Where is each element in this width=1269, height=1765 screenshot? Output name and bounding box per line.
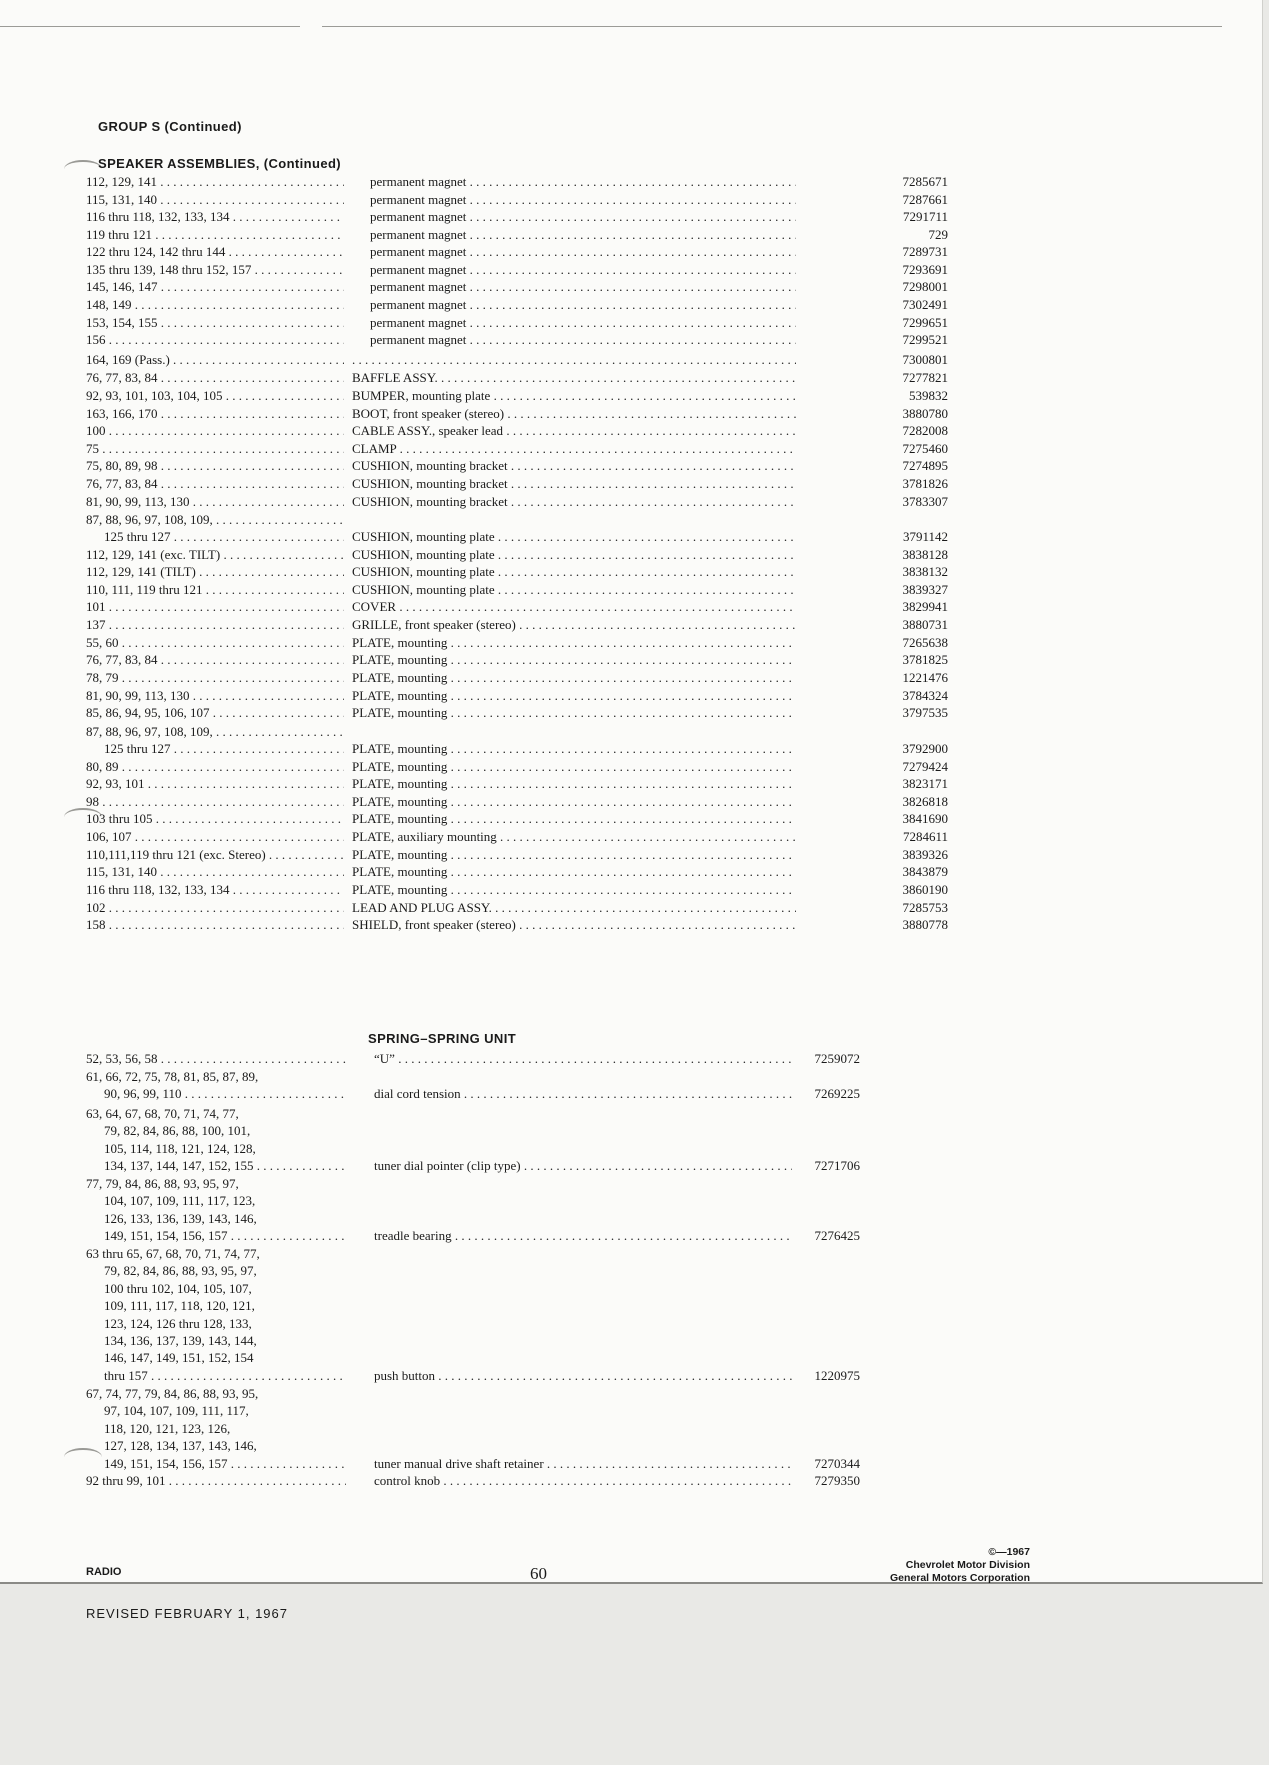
part-description: COVER . . . [352,597,796,616]
part-number: 3860190 [902,882,948,897]
part-number: 7298001 [902,279,948,294]
part-number: 3797535 [902,705,948,720]
part-description: treadle bearing . . . [374,1227,792,1244]
part-description: permanent magnet . . . [370,190,796,209]
part-key-line: thru 157 . . . [86,1367,346,1384]
part-description: PLATE, mounting . . . [352,633,796,652]
part-number: 7300801 [902,352,948,367]
part-description: permanent magnet . . . [370,295,796,314]
part-description: PLATE, mounting . . . [352,792,796,811]
part-number: 7271706 [814,1158,860,1174]
part-number: 7302491 [902,297,948,312]
part-number: 3791142 [902,529,948,544]
part-number: 7274895 [902,458,948,473]
spring-section-heading: SPRING–SPRING UNIT [368,1031,517,1046]
top-rule-right [322,26,1222,27]
part-number: 7265638 [902,635,948,650]
part-key: 163, 166, 170 . . . [86,404,344,423]
part-number: 7279350 [814,1473,860,1488]
part-number: 539832 [909,388,948,403]
part-key-line: 149, 151, 154, 156, 157 . . . [86,1455,346,1472]
part-key: 76, 77, 83, 84 . . . [86,474,344,493]
part-key: 145, 146, 147 . . . [86,277,344,296]
footer-copyright-block [820,1546,1030,1585]
part-key-line: 63 thru 65, 67, 68, 70, 71, 74, 77, [86,1246,260,1261]
part-key: 112, 129, 141 . . . [86,172,344,191]
part-key: 110, 111, 119 thru 121 . . . [86,580,344,599]
part-key: 137 . . . [86,615,344,634]
part-key-line: 126, 133, 136, 139, 143, 146, [104,1210,257,1226]
part-number: 1221476 [902,670,948,685]
part-description: CABLE ASSY., speaker lead . . . [352,421,796,440]
part-number: 3781825 [902,652,948,667]
part-number: 7299521 [902,332,948,347]
part-key: 75, 80, 89, 98 . . . [86,456,344,475]
top-rule-left [0,26,300,27]
part-key-list [86,1385,346,1472]
part-description: CUSHION, mounting plate . . . [352,562,796,581]
part-key: 55, 60 . . . [86,633,344,652]
part-key-line: 118, 120, 121, 123, 126, [104,1420,231,1436]
part-number: 3829941 [902,599,948,614]
part-number: 7285753 [902,900,948,915]
part-description: LEAD AND PLUG ASSY. . . . [352,898,796,917]
part-key: 106, 107 . . . [86,827,344,846]
part-description: GRILLE, front speaker (stereo) . . . [352,615,796,634]
part-key: 156 . . . [86,330,344,349]
part-number: 3838128 [902,547,948,562]
page-number: 60 [530,1564,547,1583]
part-description: permanent magnet . . . [370,172,796,191]
part-number: 7282008 [902,423,948,438]
part-number: 3781826 [902,476,948,491]
part-description: PLATE, mounting . . . [352,757,796,776]
part-key: 115, 131, 140 . . . [86,862,344,881]
part-key-line: 123, 124, 126 thru 128, 133, [104,1315,252,1331]
part-number: 7285671 [902,174,948,189]
part-key: 125 thru 127 . . . [104,527,344,546]
part-number: 7279424 [902,759,948,774]
part-key: 100 . . . [86,421,344,440]
part-description: permanent magnet . . . [370,225,796,244]
part-description: permanent magnet . . . [370,260,796,279]
part-number: 7276425 [814,1228,860,1244]
part-key-line: 67, 74, 77, 79, 84, 86, 88, 93, 95, [86,1386,259,1401]
part-description: CUSHION, mounting bracket . . . [352,492,796,511]
part-description: CUSHION, mounting plate . . . [352,527,796,546]
part-key: 158 . . . [86,915,344,934]
part-key-list [86,1245,346,1384]
part-key: 125 thru 127 . . . [104,739,344,758]
part-number: 1220975 [814,1367,860,1383]
part-key-list [86,1068,346,1103]
part-description: “U” . . . [374,1050,792,1067]
part-key: 76, 77, 83, 84 . . . [86,368,344,387]
part-key: 92, 93, 101 . . . [86,774,344,793]
part-key: 87, 88, 96, 97, 108, 109, . . . [86,510,344,529]
part-description: PLATE, mounting . . . [352,809,796,828]
part-key-line: 90, 96, 99, 110 . . . [86,1085,346,1102]
part-key: 98 . . . [86,792,344,811]
part-key: 87, 88, 96, 97, 108, 109, . . . [86,722,344,741]
part-description: CUSHION, mounting plate . . . [352,580,796,599]
part-number: 7275460 [902,441,948,456]
part-description: permanent magnet . . . [370,330,796,349]
footer-section-label: RADIO [86,1566,122,1578]
part-key: 81, 90, 99, 113, 130 . . . [86,686,344,705]
part-description: permanent magnet . . . [370,313,796,332]
part-key: 116 thru 118, 132, 133, 134 . . . [86,207,344,226]
part-key: 115, 131, 140 . . . [86,190,344,209]
part-key: 122 thru 124, 142 thru 144 . . . [86,242,344,261]
part-key: 153, 154, 155 . . . [86,313,344,332]
part-key-line: 105, 114, 118, 121, 124, 128, [104,1140,256,1156]
part-key-list [86,1472,346,1489]
part-key-line: 77, 79, 84, 86, 88, 93, 95, 97, [86,1176,239,1191]
part-number: 7259072 [814,1051,860,1066]
part-description: push button . . . [374,1367,792,1384]
part-key-line: 134, 137, 144, 147, 152, 155 . . . [86,1157,346,1174]
part-number: 7284611 [902,829,948,844]
part-number: 7270344 [814,1455,860,1471]
part-description: BOOT, front speaker (stereo) . . . [352,404,796,423]
part-key: 102 . . . [86,898,344,917]
part-description: control knob . . . [374,1472,792,1489]
part-key-line: 100 thru 102, 104, 105, 107, [104,1280,252,1296]
corporation-name: General Motors Corporation [889,1572,1030,1584]
part-description: permanent magnet . . . [370,207,796,226]
part-key-line: 134, 136, 137, 139, 143, 144, [104,1332,257,1348]
part-number: 7277821 [902,370,948,385]
section-heading: SPEAKER ASSEMBLIES, (Continued) [98,156,342,171]
part-number: 3880778 [902,917,948,932]
copyright-notice: ©—1967 [988,1546,1030,1558]
part-description [352,350,796,369]
part-key: 103 thru 105 . . . [86,809,344,828]
part-key-list [86,1050,346,1067]
part-number: 3880780 [902,406,948,421]
part-number: 3826818 [902,794,948,809]
part-number: 3843879 [902,864,948,879]
part-number: 3841690 [902,811,948,826]
part-number: 7299651 [902,315,948,330]
part-number: 729 [928,227,948,242]
division-name: Chevrolet Motor Division [905,1559,1030,1571]
part-description: permanent magnet . . . [370,277,796,296]
part-key-line: 127, 128, 134, 137, 143, 146, [104,1438,257,1454]
part-description: CUSHION, mounting bracket . . . [352,474,796,493]
part-description: BUMPER, mounting plate . . . [352,386,796,405]
part-key: 76, 77, 83, 84 . . . [86,650,344,669]
part-key-line: 52, 53, 56, 58 . . . [86,1050,346,1067]
part-number: 7291711 [902,209,948,224]
part-key-line: 109, 111, 117, 118, 120, 121, [104,1298,255,1314]
part-description: PLATE, mounting . . . [352,774,796,793]
part-key: 119 thru 121 . . . [86,225,344,244]
part-description: dial cord tension . . . [374,1085,792,1102]
part-key: 135 thru 139, 148 thru 152, 157 . . . [86,260,344,279]
part-key: 112, 129, 141 (exc. TILT) . . . [86,545,344,564]
part-number: 3783307 [902,494,948,509]
part-key: 81, 90, 99, 113, 130 . . . [86,492,344,511]
part-key-line: 149, 151, 154, 156, 157 . . . [86,1227,346,1244]
part-number: 7287661 [902,192,948,207]
part-description: tuner dial pointer (clip type) . . . [374,1157,792,1174]
part-description: PLATE, mounting . . . [352,686,796,705]
part-key: 78, 79 . . . [86,668,344,687]
part-description: CLAMP . . . [352,439,796,458]
part-key: 80, 89 . . . [86,757,344,776]
part-key: 112, 129, 141 (TILT) . . . [86,562,344,581]
part-number: 7289731 [902,244,948,259]
part-number: 3784324 [902,688,948,703]
part-description: SHIELD, front speaker (stereo) . . . [352,915,796,934]
part-number: 3839326 [902,847,948,862]
part-description: CUSHION, mounting plate . . . [352,545,796,564]
part-description: BAFFLE ASSY. . . . [352,368,796,387]
part-key: 75 . . . [86,439,344,458]
part-description: PLATE, mounting . . . [352,862,796,881]
part-key-line: 61, 66, 72, 75, 78, 81, 85, 87, 89, [86,1069,259,1084]
part-number: 3839327 [902,582,948,597]
part-key-list [86,1105,346,1175]
part-number: 3792900 [902,741,948,756]
part-description: permanent magnet . . . [370,242,796,261]
group-heading: GROUP S (Continued) [98,119,242,134]
part-key-list [86,1175,346,1245]
part-key-line: 79, 82, 84, 86, 88, 100, 101, [104,1123,251,1139]
part-description: PLATE, mounting . . . [352,880,796,899]
part-description: PLATE, auxiliary mounting . . . [352,827,796,846]
part-number: 3880731 [902,617,948,632]
part-key-line: 146, 147, 149, 151, 152, 154 [104,1350,254,1366]
part-key-line: 97, 104, 107, 109, 111, 117, [104,1403,249,1419]
part-key-line: 104, 107, 109, 111, 117, 123, [104,1193,256,1209]
part-number: 7293691 [902,262,948,277]
part-description: PLATE, mounting . . . [352,845,796,864]
part-description: PLATE, mounting . . . [352,650,796,669]
part-description: tuner manual drive shaft retainer . . . [374,1455,792,1472]
part-description: PLATE, mounting . . . [352,668,796,687]
part-key: 148, 149 . . . [86,295,344,314]
part-description: PLATE, mounting . . . [352,703,796,722]
part-description: CUSHION, mounting bracket . . . [352,456,796,475]
part-number: 3838132 [902,564,948,579]
part-key: 85, 86, 94, 95, 106, 107 . . . [86,703,344,722]
part-key: 101 . . . [86,597,344,616]
part-key: 116 thru 118, 132, 133, 134 . . . [86,880,344,899]
part-key-line: 92 thru 99, 101 . . . [86,1472,346,1489]
part-key: 92, 93, 101, 103, 104, 105 . . . [86,386,344,405]
footer-revised-date: REVISED FEBRUARY 1, 1967 [86,1606,288,1621]
part-key-line: 79, 82, 84, 86, 88, 93, 95, 97, [104,1263,257,1279]
part-key-line: 63, 64, 67, 68, 70, 71, 74, 77, [86,1106,239,1121]
part-key: 110,111,119 thru 121 (exc. Stereo) . . . [86,845,344,864]
part-description: PLATE, mounting . . . [352,739,796,758]
part-number: 3823171 [902,776,948,791]
part-key: 164, 169 (Pass.) . . . [86,350,344,369]
part-number: 7269225 [814,1086,860,1102]
